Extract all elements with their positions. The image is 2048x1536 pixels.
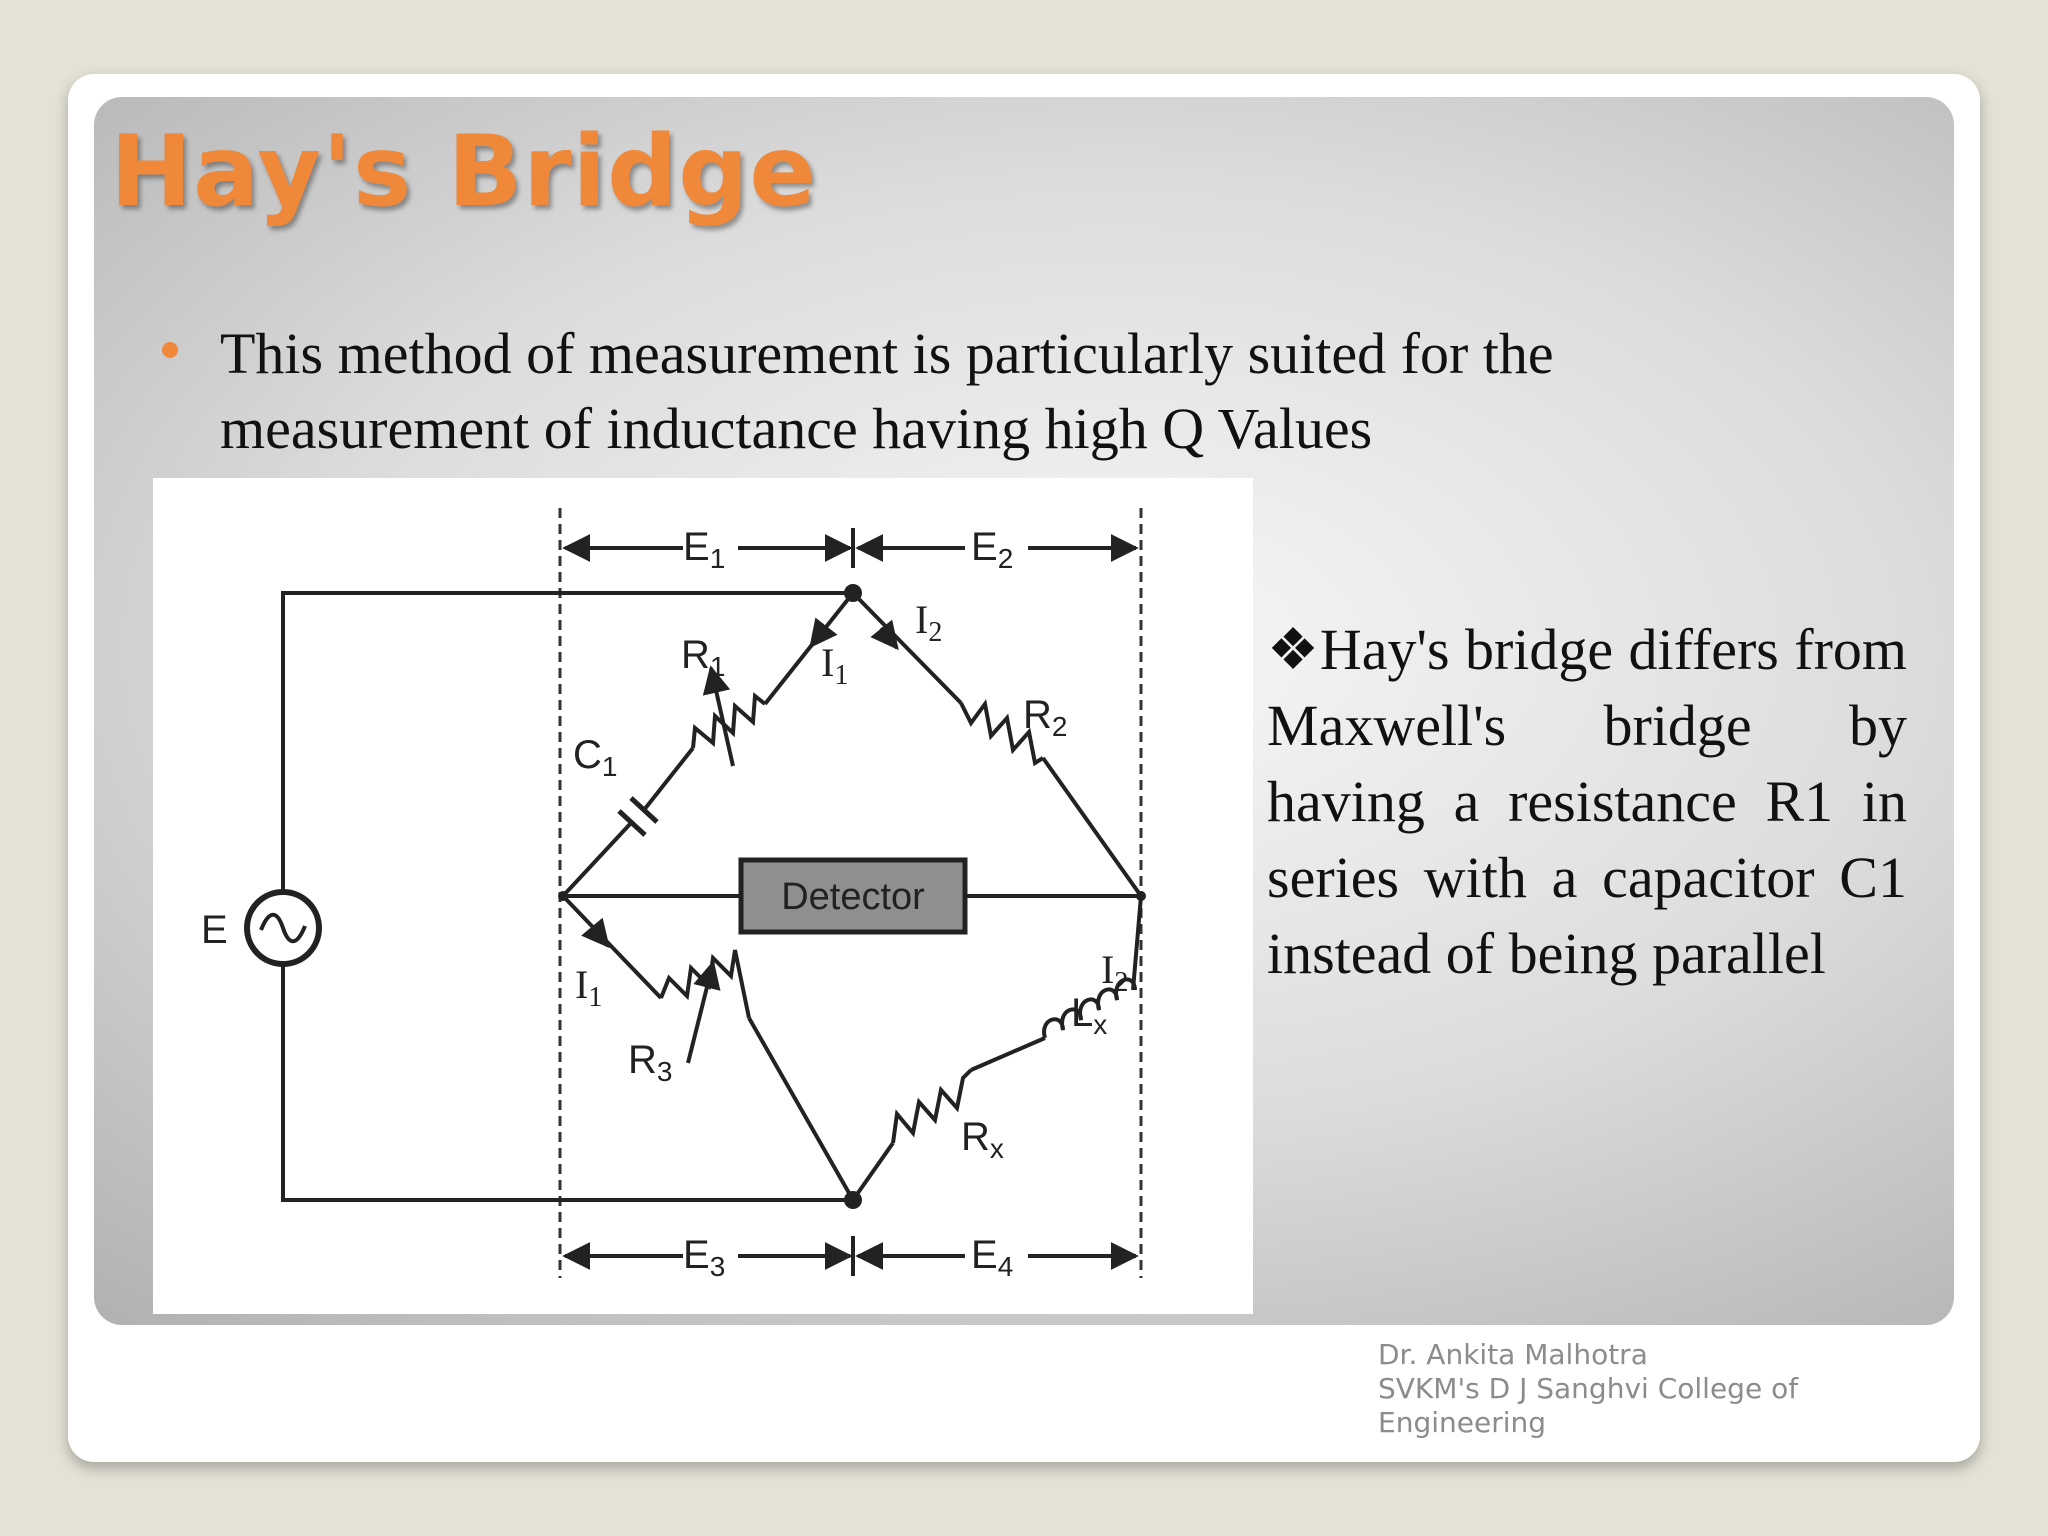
bullet-dot-icon (162, 342, 178, 358)
svg-text:Rx: $R_x$ (961, 1115, 1004, 1164)
svg-text:E1: $E_1$ (683, 525, 726, 574)
slide-footer (1378, 1338, 1898, 1440)
svg-text:E3: $E_3$ (683, 1233, 726, 1282)
svg-text:E2: $E_2$ (971, 525, 1014, 574)
svg-text:I2: $I_2$ (1101, 947, 1129, 998)
hays-bridge-circuit-diagram (153, 478, 1253, 1314)
detector-branch (563, 860, 1141, 932)
bottom-dimension-arrows (565, 1236, 1136, 1276)
ac-source-icon (247, 892, 319, 964)
footer-institution-line2: Engineering (1378, 1406, 1546, 1439)
svg-text:R1: $R_1$ (681, 633, 726, 682)
arm-r3 (563, 896, 853, 1200)
top-dimension-arrows (565, 528, 1136, 568)
svg-text:I1: $I_1$ (821, 640, 849, 691)
bullet-text: This method of measurement is particularly suited for the measurement of inductance having high Q Values (220, 321, 1554, 461)
svg-text:Lx: $L_x$ (1071, 991, 1108, 1040)
arm-r2 (853, 593, 1141, 896)
svg-text:I1: $I_1$ (575, 962, 603, 1013)
svg-text:C1: $C_1$ (573, 733, 618, 782)
circuit-labels (201, 525, 1128, 1282)
svg-text:E4: $E_4$ (971, 1233, 1014, 1282)
svg-text:E: E (201, 908, 228, 952)
svg-text:R3: $R_3$ (628, 1038, 673, 1087)
footer-institution-line1: SVKM's D J Sanghvi College of (1378, 1372, 1799, 1405)
slide-title: Hay's Bridge (110, 115, 817, 229)
svg-text:I2: $I_2$ (915, 597, 943, 648)
detector-label: Detector (781, 876, 925, 918)
svg-text:R2: $R_2$ (1023, 693, 1068, 742)
footer-author: Dr. Ankita Malhotra (1378, 1338, 1648, 1371)
side-note-text: ❖Hay's bridge differs from Maxwell's bridge by having a resistance R1 in series with a capacitor C1 instead of being parallel (1267, 617, 1907, 986)
